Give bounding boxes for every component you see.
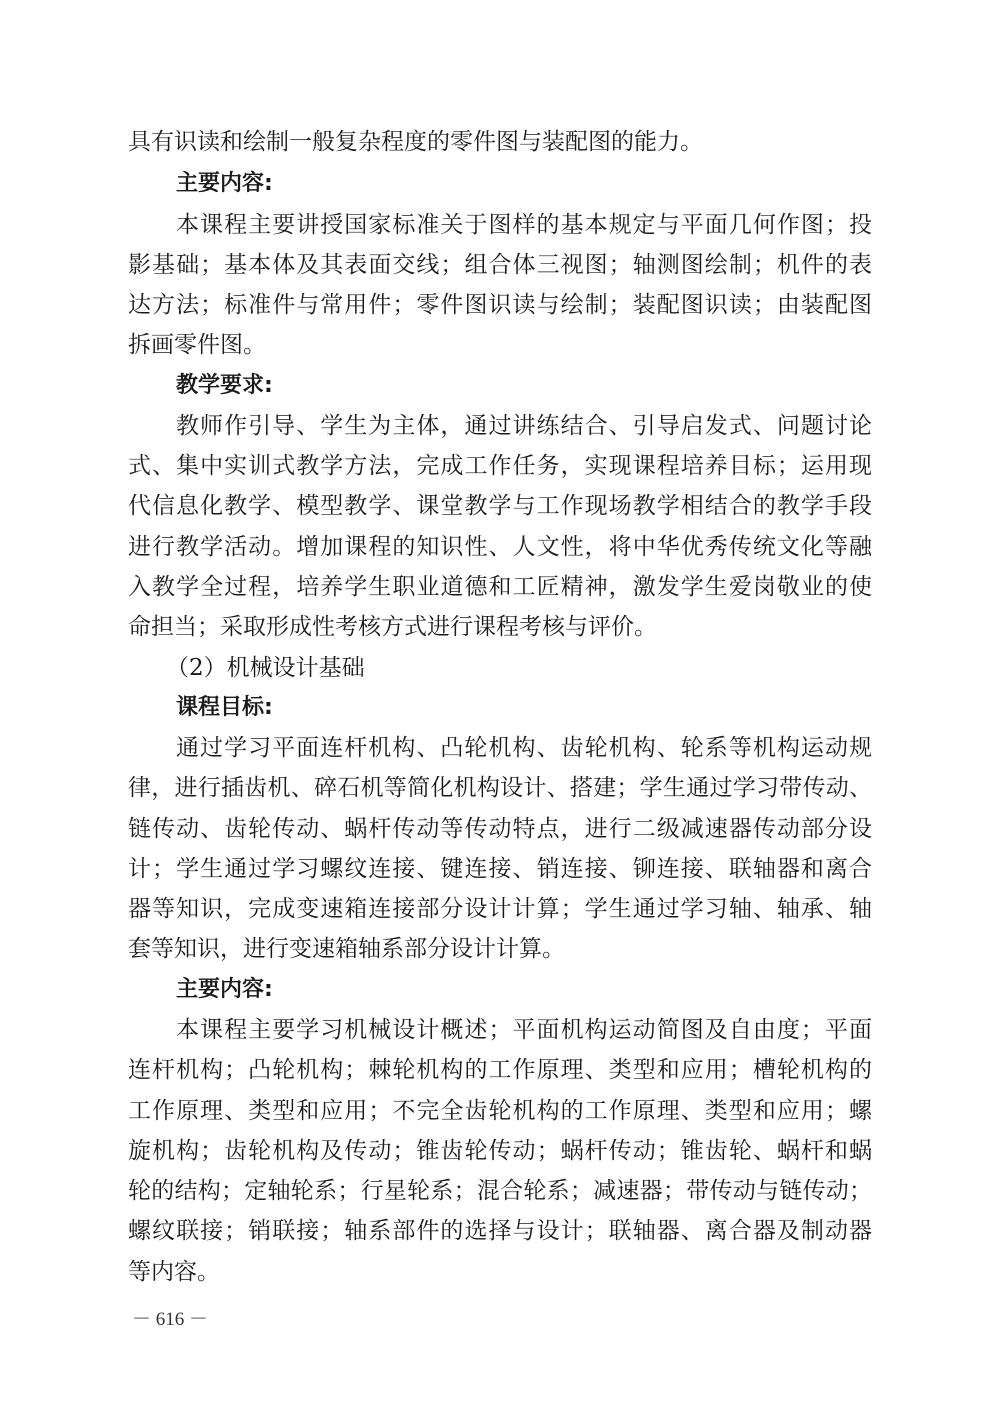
paragraph-line: 计；学生通过学习螺纹连接、键连接、销连接、铆连接、联轴器和离合	[128, 856, 872, 882]
paragraph-line: 入教学全过程，培养学生职业道德和工匠精神，激发学生爱岗敬业的使	[128, 574, 872, 600]
paragraph-line: 代信息化教学、模型教学、课堂教学与工作现场教学相结合的教学手段	[128, 493, 872, 519]
paragraph-line: 旋机构；齿轮机构及传动；锥齿轮传动；蜗杆传动；锥齿轮、蜗杆和蜗	[128, 1138, 872, 1164]
section-heading-main-content: 主要内容:	[176, 171, 273, 196]
page-number: － 616 －	[132, 1309, 209, 1330]
paragraph-line: 律，进行插齿机、碎石机等简化机构设计、搭建；学生通过学习带传动、	[128, 775, 872, 801]
paragraph-line: 教师作引导、学生为主体，通过讲练结合、引导启发式、问题讨论	[176, 413, 872, 439]
paragraph-line: 达方法；标准件与常用件；零件图识读与绘制；装配图识读；由装配图	[128, 292, 872, 318]
paragraph-line: 命担当；采取形成性考核方式进行课程考核与评价。	[128, 614, 657, 640]
paragraph-line: 套等知识，进行变速箱轴系部分设计计算。	[128, 936, 565, 962]
paragraph-line: 本课程主要学习机械设计概述；平面机构运动简图及自由度；平面	[176, 1017, 872, 1043]
paragraph-line: 螺纹联接；销联接；轴系部件的选择与设计；联轴器、离合器及制动器	[128, 1218, 872, 1244]
paragraph-line: 连杆机构；凸轮机构；棘轮机构的工作原理、类型和应用；槽轮机构的	[128, 1057, 872, 1083]
paragraph-line: 本课程主要讲授国家标准关于图样的基本规定与平面几何作图；投	[176, 212, 872, 238]
paragraph-line: 进行教学活动。增加课程的知识性、人文性，将中华优秀传统文化等融	[128, 534, 872, 560]
paragraph-line: 拆画零件图。	[128, 332, 266, 358]
section-heading-teaching-requirements: 教学要求:	[176, 373, 273, 398]
paragraph-line: 器等知识，完成变速箱连接部分设计计算；学生通过学习轴、轴承、轴	[128, 896, 872, 922]
paragraph-line: 式、集中实训式教学方法，完成工作任务，实现课程培养目标；运用现	[128, 453, 872, 479]
paragraph-line: 轮的结构；定轴轮系；行星轮系；混合轮系；减速器；带传动与链传动；	[128, 1178, 872, 1204]
section-heading-main-content-2: 主要内容:	[176, 977, 273, 1002]
paragraph-line: 等内容。	[128, 1259, 220, 1285]
section-heading-course-objectives: 课程目标:	[176, 695, 273, 720]
paragraph-line: 具有识读和绘制一般复杂程度的零件图与装配图的能力。	[128, 129, 703, 155]
paragraph-line: 影基础；基本体及其表面交线；组合体三视图；轴测图绘制；机件的表	[128, 252, 872, 278]
paragraph-line: 链传动、齿轮传动、蜗杆传动等传动特点，进行二级减速器传动部分设	[128, 816, 872, 842]
paragraph-line: 工作原理、类型和应用；不完全齿轮机构的工作原理、类型和应用；螺	[128, 1098, 872, 1124]
paragraph-line: 通过学习平面连杆机构、凸轮机构、齿轮机构、轮系等机构运动规	[176, 735, 872, 761]
subsection-title-mechanical-design: （2）机械设计基础	[166, 655, 365, 681]
